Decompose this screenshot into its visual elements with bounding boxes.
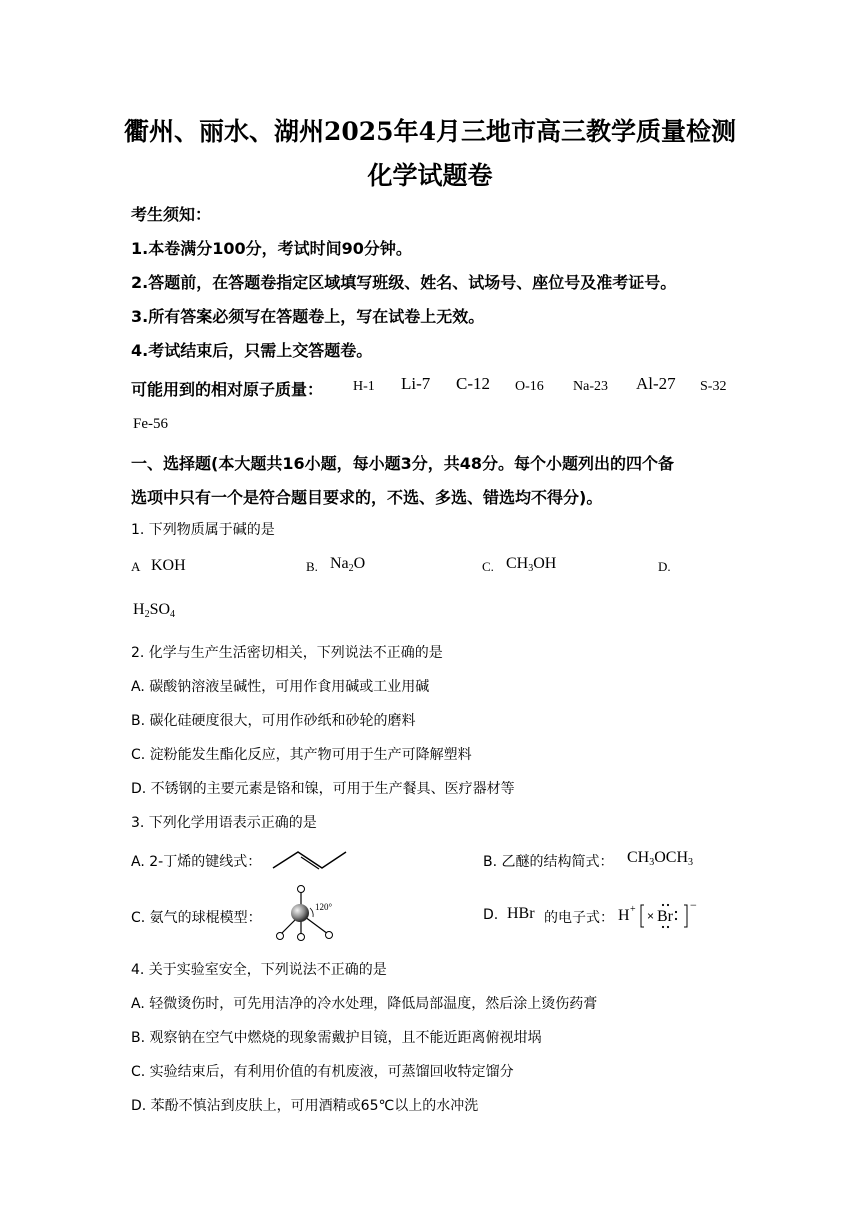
atomic-mass: Al-27: [636, 374, 676, 393]
butene-skeletal-icon: [270, 846, 350, 872]
section-heading: 一、选择题(本大题共16小题，每小题3分，共48分。每个小题列出的四个备: [131, 454, 674, 473]
formula-ch3oh: $CH_3OH$: [506, 555, 557, 574]
option-label: A: [131, 559, 141, 574]
notice-item: 3.所有答案必须写在答题卷上，写在试卷上无效。: [131, 307, 485, 326]
formula-koh: KOH: [151, 557, 186, 574]
formula-h2so4: $H_2SO_4$: [133, 601, 176, 620]
atomic-mass: C-12: [456, 374, 490, 393]
question-stem: 2. 化学与生产生活密切相关，下列说法不正确的是: [131, 645, 443, 661]
formula-hbr: HBr: [507, 905, 535, 922]
option-a: A. 碳酸钠溶液呈碱性，可用作食用碱或工业用碱: [131, 679, 430, 695]
option-b: B. 乙醚的结构简式：: [483, 854, 614, 870]
option-a: A. 2-丁烯的键线式：: [131, 854, 262, 870]
atomic-mass: O-16: [515, 379, 544, 394]
option-b: B. 观察钠在空气中燃烧的现象需戴护目镜，且不能近距离俯视坩埚: [131, 1030, 542, 1046]
option-label: D.: [658, 559, 671, 574]
section-heading-cont: 选项中只有一个是符合题目要求的，不选、多选、错选均不得分)。: [131, 488, 603, 507]
page-subtitle: 化学试题卷: [367, 161, 493, 190]
notice-heading: 考生须知：: [131, 205, 212, 224]
option-d: D. 不锈钢的主要元素是铬和镍，可用于生产餐具、医疗器材等: [131, 781, 515, 797]
option-c: C. 实验结束后，有利用价值的有机废液，可蒸馏回收特定馏分: [131, 1064, 514, 1080]
option-b: B. 碳化硅硬度很大，可用作砂纸和砂轮的磨料: [131, 713, 416, 729]
page-title: 衢州、丽水、湖州2025年4月三地市高三教学质量检测: [124, 117, 736, 146]
notice-item: 4.考试结束后，只需上交答题卷。: [131, 341, 373, 360]
option-a: A. 轻微烫伤时，可先用洁净的冷水处理，降低局部温度，然后涂上烫伤药膏: [131, 996, 598, 1012]
svg-text:H: H: [618, 907, 630, 924]
atomic-mass: Na-23: [573, 379, 608, 394]
option-d-prefix: D.: [483, 907, 499, 923]
notice-item: 2.答题前，在答题卷指定区域填写班级、姓名、试场号、座位号及准考证号。: [131, 273, 677, 292]
svg-text:−: −: [690, 898, 697, 912]
formula-na2o: $Na_2O$: [330, 555, 366, 574]
atomic-mass-label: 可能用到的相对原子质量：: [131, 380, 324, 399]
atomic-mass: Fe-56: [133, 416, 168, 432]
notice-item: 1.本卷满分100分，考试时间90分钟。: [131, 239, 412, 258]
atomic-mass: H-1: [353, 379, 375, 394]
atomic-mass: Li-7: [401, 374, 431, 393]
option-d-suffix: 的电子式：: [544, 910, 614, 926]
option-label: B.: [306, 559, 318, 574]
atomic-mass: S-32: [700, 379, 727, 394]
ammonia-ball-stick-icon: [266, 884, 346, 944]
option-d: D. 苯酚不慎沾到皮肤上，可用酒精或65℃以上的水冲洗: [131, 1098, 479, 1114]
svg-text:Br: Br: [657, 908, 673, 925]
formula-ch3och3: $CH_3OCH_3$: [627, 849, 694, 868]
svg-text:+: +: [630, 904, 636, 915]
option-c: C. 氨气的球棍模型：: [131, 910, 262, 926]
hbr-electron-formula-icon: [616, 893, 706, 933]
question-stem: 3. 下列化学用语表示正确的是: [131, 815, 317, 831]
option-label: C.: [482, 559, 494, 574]
bond-angle-label: 120°: [315, 902, 333, 912]
option-c: C. 淀粉能发生酯化反应，其产物可用于生产可降解塑料: [131, 747, 472, 763]
question-stem: 1. 下列物质属于碱的是: [131, 522, 275, 538]
svg-text:×: ×: [647, 909, 655, 923]
question-stem: 4. 关于实验室安全，下列说法不正确的是: [131, 962, 387, 978]
